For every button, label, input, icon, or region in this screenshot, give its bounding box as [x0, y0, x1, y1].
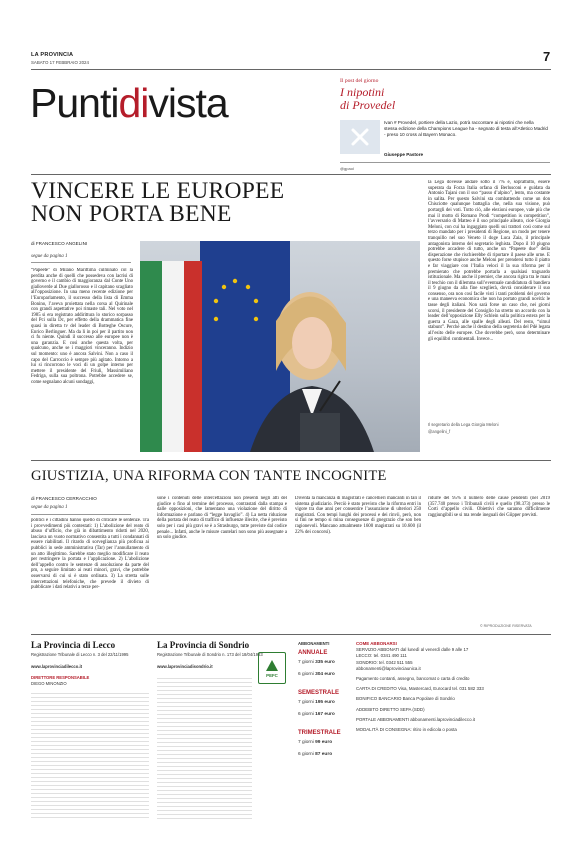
photo-scene	[140, 241, 420, 452]
article1-headline-line-1: VINCERE LE EUROPEE	[31, 178, 285, 204]
article2-segue: segue da pagina 1	[31, 505, 68, 510]
plan-row: 7 giorni 335 euro	[298, 660, 335, 665]
section-title-part-3: vista	[148, 80, 228, 126]
article1-segue: segue da pagina 1	[31, 254, 68, 259]
article1-segue-rule	[31, 262, 131, 263]
masthead-paper: LA PROVINCIA	[31, 52, 74, 58]
footer-abbonamenti: ABBONAMENTI	[298, 641, 330, 646]
article1-col1: “Papeete” di Milano Marittima culminato col la perdita anche di quelli che possedeva con lacrisi di governo e il cambio di maggioranza dal Conte Uno gialloverde al Due giallorosso e il capitano scagliato all’opposizione. In una meno recente edizione per l’Europarlamento, il successo della lista di Emma Bonino, l’aveva proiettata nella corsa al Quirinale con grandi aspettative poi rimaste tali. Nel voto nel 1985 si era registrato addirittura lo storico sorpasso del Pci sulla Dc, per effetto della drammatica fine quasi in diretta tv del leader di Botteghe Oscure, Enrico Berlinguer. Ma da lì in poi per il partito non ci fu niente. Quindi il successo alle europee non è una garanzia. E così anche questa volta, per qualcuno, anche se i maggiori vinceranno. Indizio sul momento: uno è ancora Salvini. Non a caso il capo del Carroccio è sempre più agitato. Intorno a lui si rincorrono le voci di un golpe interno per mettere il presidente del Friuli, Massimiliano Fedriga, sulla sua poltrona. Potrebbe accedere se, come segnalano alcuni sondaggi,	[31, 268, 133, 385]
plan-row: 6 giorni 167 euro	[298, 712, 335, 717]
carta-credito: CARTA DI CREDITO Visa, Mastercard, Eurocard tel. 031 582 333	[356, 686, 484, 692]
portale-abbonamenti[interactable]: PORTALE ABBONAMENTI abbonamenti.laprovinciadilecco.it	[356, 716, 475, 722]
pefc-logo-icon	[258, 652, 286, 684]
plan-row: 6 giorni 304 euro	[298, 672, 335, 677]
footer-lecco-meta: Registrazione Tribunale di Lecco n. 3 del 22/11/1995	[31, 652, 129, 657]
plan-row: 6 giorni 87 euro	[298, 752, 333, 757]
article2-segue-rule	[31, 514, 131, 515]
post-body: Ivan # Provedel, portiere della Lazio, potrà raccontare ai nipotini che nella stessa edizione della Champions League ha - segnato di testa all’Atletico Madrid - preso 10 cross al Bayern Monaco.	[384, 120, 548, 138]
post-rule	[340, 162, 550, 163]
x-logo-icon	[340, 120, 380, 154]
post-title	[340, 86, 395, 112]
article-divider	[31, 460, 551, 461]
header-rule	[31, 69, 551, 70]
article2-headline: GIUSTIZIA, UNA RIFORMA CON TANTE INCOGNITE	[31, 468, 387, 484]
plan-row: 7 giorni 99 euro	[298, 740, 333, 745]
section-title-part-1: Punti	[30, 80, 119, 126]
pagamento: Pagamento contanti, assegno, bancomat o carta di credito	[356, 676, 470, 682]
meloni-photo	[140, 241, 420, 452]
footer-sondrio-brand: La Provincia di Sondrio	[157, 640, 250, 650]
post-title-line-2: di Provedel	[340, 98, 396, 112]
article2-col2: sone i contenuti delle intercettazioni non presenti negli atti del giudice o fino al termine del processo, contrastati dalla stampa e dalle opposizioni, che lamentano una violazione del diritto di informazione e parlano di “legge bavaglio”. 4) La netta riduzione della portata del reato di traffico di influenze illecite, che è previsto solo per i casi più gravi se è a Strasburgo, tutte previste dal codice penale... Infatti, anche le misure cautelari non sono più assegnate a un solo giudice.	[157, 496, 287, 541]
page-number: 7	[543, 49, 551, 64]
addebito-sepa: ADDEBITO DIRETTO SEPA (SDD)	[356, 706, 425, 712]
article2-footer-note: © RIPRODUZIONE RISERVATA	[480, 624, 532, 628]
footer-direttore: DIRETTORE RESPONSABILE	[31, 675, 90, 680]
servizio-abbonati: SERVIZIO ABBONATI dal lunedì al venerdì dalle 9 alle 17	[356, 647, 469, 653]
post-title-line-1: I nipotini	[340, 85, 385, 99]
photo-credit: @angelini_f	[428, 429, 451, 434]
plan-semestrale: SEMESTRALE	[298, 690, 340, 696]
article2-col4: ridurre del 95% il numero delle cause pendenti (nel 2019 (357.740 presso i Tribunali civili e quello (98.373) presso le Corti d’appello civili. Obiettivi che saranno difficilmente raggiungibili se si ma rende ineguali dei Giipper previsti.	[428, 496, 550, 518]
article1-headline	[31, 180, 401, 226]
footer-sondrio-url[interactable]: www.laprovinciadisondrio.it	[157, 664, 213, 669]
article2-col1: politici e i cittadini hanno quello di criticare le sentenze. Tra i provvedimenti più contestati: 1) L’abolizione del reato di abuso d’ufficio, che già in dibattimento ridotti nel 2020, lasciava un vuoto normativo consentita a tutti i condannati di essere riabilitati. Il ritardo di sorveglianza più proficua ai pubblici in sede amministrativa (Tar) per l’annullamento di un atto illegittimo. Sarebbe stato meglio modificare il reato per restringere la portata e l’applicazione. 2) L’abolizione dell’appello contro le sentenze di assoluzione da parte del pm, a seguire limitato ai reati minori, gravi, che potrebbe osservarsi di cui si è stato ordinata. 3) La stretta sulle intercettazioni telefoniche, che prevede il divieto di pubblicare i dati relativi a terze per-	[31, 518, 149, 591]
article1-headline-line-2: NON PORTA BENE	[31, 201, 232, 227]
section-title-part-2: di	[118, 80, 149, 126]
footer-lecco-url[interactable]: www.laprovinciadilecco.it	[31, 664, 83, 669]
article2-byline: di FRANCESCO CERRACCHIO	[31, 496, 97, 501]
lecco-tel: LECCO: tel. 0341 490 111	[356, 653, 407, 659]
plan-annuale: ANNUALE	[298, 650, 328, 656]
plan-row: 7 giorni 195 euro	[298, 700, 335, 705]
article1-col3: la Lega dovesse andare sotto il 7% e, soprattutto, essere superata da Forza Italia orfana di Berlusconi e guidata da Antonio Tajani con il suo “passo d’alpino”, lento, ma costante in salita. Per questo Salvini sta combattendo come un don Chisciotte qualunque battaglia che, nella sua visione, può portargli dei voti. Tutto ciò, alle elezioni europee, vale più che mai il motto di Romano Prodi “competition is competition”, l’avversario di Matteo è il suo principale alleato, cioè Giorgia Meloni, con cui ha ingaggiato quelli sui trattori così come sul terzo mandato per i presidenti di Regione, un modo per tenere tranquillo nel suo Veneto il doge Luca Zaia, il principale antagonista interno del segretario leghista. Dopo il 10 giugno potrebbe accadere di tutto, anche un “Papeete due” della disperazione che rischierebbe di riportare il paese alle urne. E questo forse stupisce anche Meloni per prendersi tutto il piatto e far viaggiare con l’Italia veloci il la sua riforma per il premierato che potrebbe portarla a qualsiasi traguardo istituzionale. Ma anche il premier, che ancora rigira tra le mani il teschio con il dilemma sull’eventuale candidatura di bandiera il 9 giugno da alla fine sceglierà, dovrà considerare il suo consenso, ora non così facile visti i tanti problemi del governo e una maneeva economica che non ha portato grandi novità: le tasse degli italiani. Non sarà forse un caso che, nei giorni scorsi, il presidente del Consiglio ha stretto un accordo con la leader dell’opposizione Elly Schlein sulla politica estera per la guerra a Gaza, alle spalle degli alleati. Del resto, “simul stabunt”. Perché anche il destino della segreteria del Pdè legata all’esito delle europee. Che dovrebbe però, sono determinare gli equilibri continentali. Invece...	[428, 180, 550, 342]
sondrio-tel: SONDRIO: tel. 0342 511 555	[356, 659, 413, 665]
come-title: COME ABBONARSI	[356, 641, 397, 646]
section-title	[30, 81, 228, 125]
footer-lecco-brand: La Provincia di Lecco	[31, 640, 116, 650]
masthead-date: SABATO 17 FEBBRAIO 2024	[31, 60, 89, 65]
footer-direttore-name: DIEGO MINONZIO	[31, 681, 67, 686]
photo-caption: Il segretario della Lega Giorgia Meloni	[428, 422, 499, 427]
footer-sondrio-meta: Registrazione Tribunale di Sondrio n. 173 del 18/04/1983	[157, 652, 263, 657]
footer-rule	[31, 634, 551, 635]
plan-trimestrale: TRIMESTRALE	[298, 730, 341, 736]
footer-sondrio-details	[157, 675, 252, 820]
post-kicker: Il post del giorno	[340, 78, 379, 84]
bonifico: BONIFICO BANCARIO Banca Popolare di Sondrio	[356, 696, 455, 702]
article1-byline: di FRANCESCO ANGELINI	[31, 241, 88, 246]
footer-lecco-details	[31, 690, 149, 820]
post-author: Giuseppe Pastore	[384, 152, 424, 157]
pefc-label: PEFC	[266, 672, 278, 678]
post-handle: @gpaol	[340, 166, 354, 171]
modalita-consegna: MODALITÀ DI CONSEGNA: ritiro in edicola o posta	[356, 727, 457, 733]
section-rule	[31, 174, 551, 175]
abbonamenti-email[interactable]: abbonamenti@laprovinciaunica.it	[356, 665, 421, 671]
come-abbonarsi	[356, 641, 551, 733]
article2-col3: Diventa la mancanza di magistrati e cancellieri mancanti in tali il sistema giudiziario. Perciò è stato previsto che la riforma entri in vigore tra due anni per consentire l’assunzione di ulteriori 250 magistrati. Con tempi lunghi dei processi e dei rinvii, però, non si fini ne tempo si mina conseguenze di gnegrazio che son ben ragionevoli. Mancano attualmente 1600 magistrati su 10.600 (il 22% dei concorsi).	[295, 496, 421, 535]
